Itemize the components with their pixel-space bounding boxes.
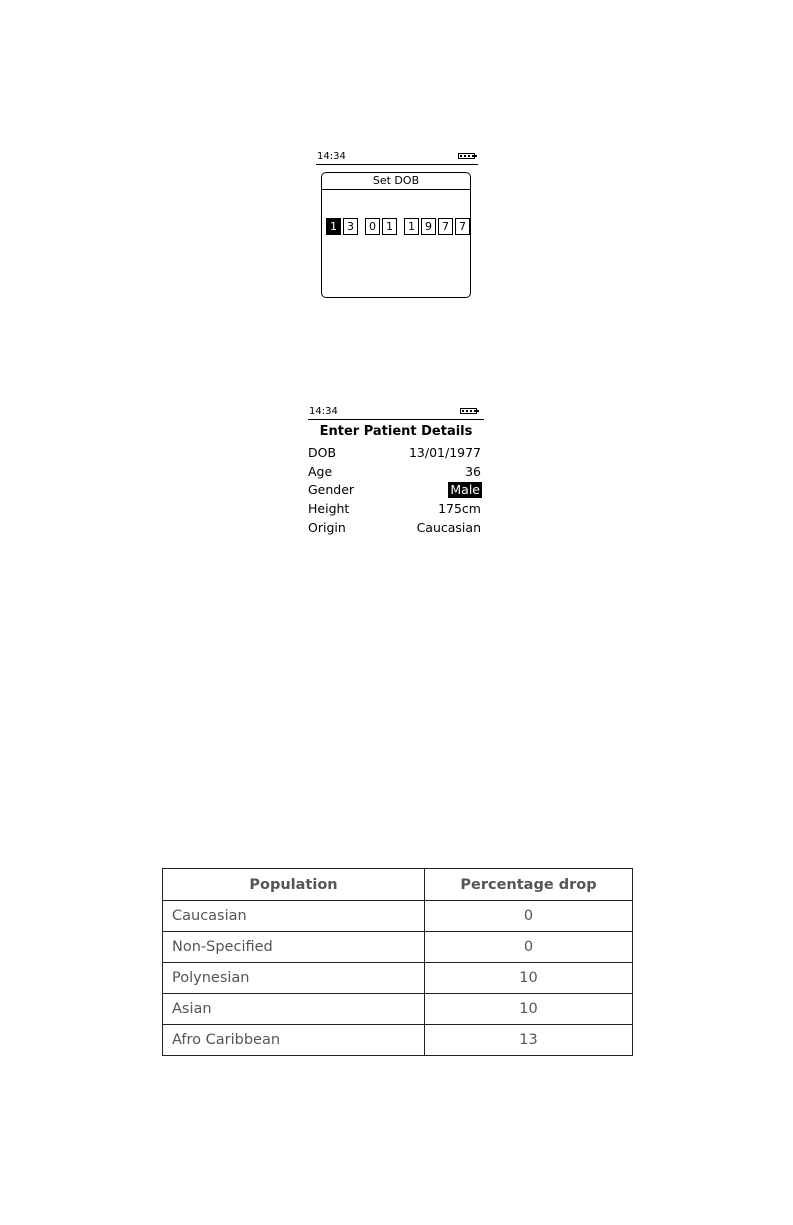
percentage-cell: 13: [425, 1025, 633, 1056]
percentage-cell: 0: [425, 932, 633, 963]
population-cell: Asian: [163, 994, 425, 1025]
detail-label: Gender: [308, 482, 355, 497]
detail-label: Height: [308, 501, 350, 516]
table-row: [163, 901, 633, 932]
header-percentage-drop: Percentage drop: [425, 869, 633, 901]
population-percentage-table: [162, 868, 633, 1056]
status-bar: [308, 403, 484, 420]
detail-row-gender[interactable]: [308, 481, 484, 499]
set-dob-screen: [316, 148, 478, 300]
detail-value: 175cm: [438, 501, 481, 516]
dob-year-digit-4[interactable]: 7: [455, 218, 470, 235]
percentage-cell: 0: [425, 901, 633, 932]
detail-value: 36: [465, 464, 481, 479]
table-row: [163, 932, 633, 963]
percentage-cell: 10: [425, 994, 633, 1025]
details-title: Enter Patient Details: [319, 424, 473, 439]
table-row: [163, 1025, 633, 1056]
population-cell: Non-Specified: [163, 932, 425, 963]
detail-label: DOB: [308, 445, 337, 460]
table-row: [163, 994, 633, 1025]
battery-icon: [458, 153, 475, 159]
dob-month-digit-1[interactable]: 0: [365, 218, 380, 235]
dob-year-digit-3[interactable]: 7: [438, 218, 453, 235]
detail-row-age[interactable]: [308, 463, 484, 481]
table-header-row: [163, 869, 633, 901]
patient-details-screen: [308, 403, 484, 543]
clock-time: 14:34: [317, 151, 346, 162]
population-cell: Caucasian: [163, 901, 425, 932]
dob-day-digit-2[interactable]: 3: [343, 218, 358, 235]
population-cell: Polynesian: [163, 963, 425, 994]
dob-frame: [321, 172, 471, 298]
clock-time: 14:34: [309, 406, 338, 417]
dob-year-digit-1[interactable]: 1: [404, 218, 419, 235]
percentage-cell: 10: [425, 963, 633, 994]
header-population: Population: [163, 869, 425, 901]
detail-label: Origin: [308, 520, 346, 535]
detail-value: 13/01/1977: [408, 445, 481, 460]
detail-row-dob[interactable]: [308, 444, 484, 462]
dob-title: Set DOB: [322, 173, 470, 190]
battery-icon: [460, 408, 477, 414]
dob-year-digit-2[interactable]: 9: [421, 218, 436, 235]
dob-month-digit-2[interactable]: 1: [382, 218, 397, 235]
dob-day-digit-1[interactable]: 1: [326, 218, 341, 235]
status-bar: [316, 148, 478, 165]
population-cell: Afro Caribbean: [163, 1025, 425, 1056]
detail-row-origin[interactable]: [308, 519, 484, 537]
table-row: [163, 963, 633, 994]
detail-value: Caucasian: [416, 520, 481, 535]
detail-label: Age: [308, 464, 333, 479]
gender-selected-value[interactable]: Male: [450, 482, 480, 497]
detail-row-height[interactable]: [308, 500, 484, 518]
